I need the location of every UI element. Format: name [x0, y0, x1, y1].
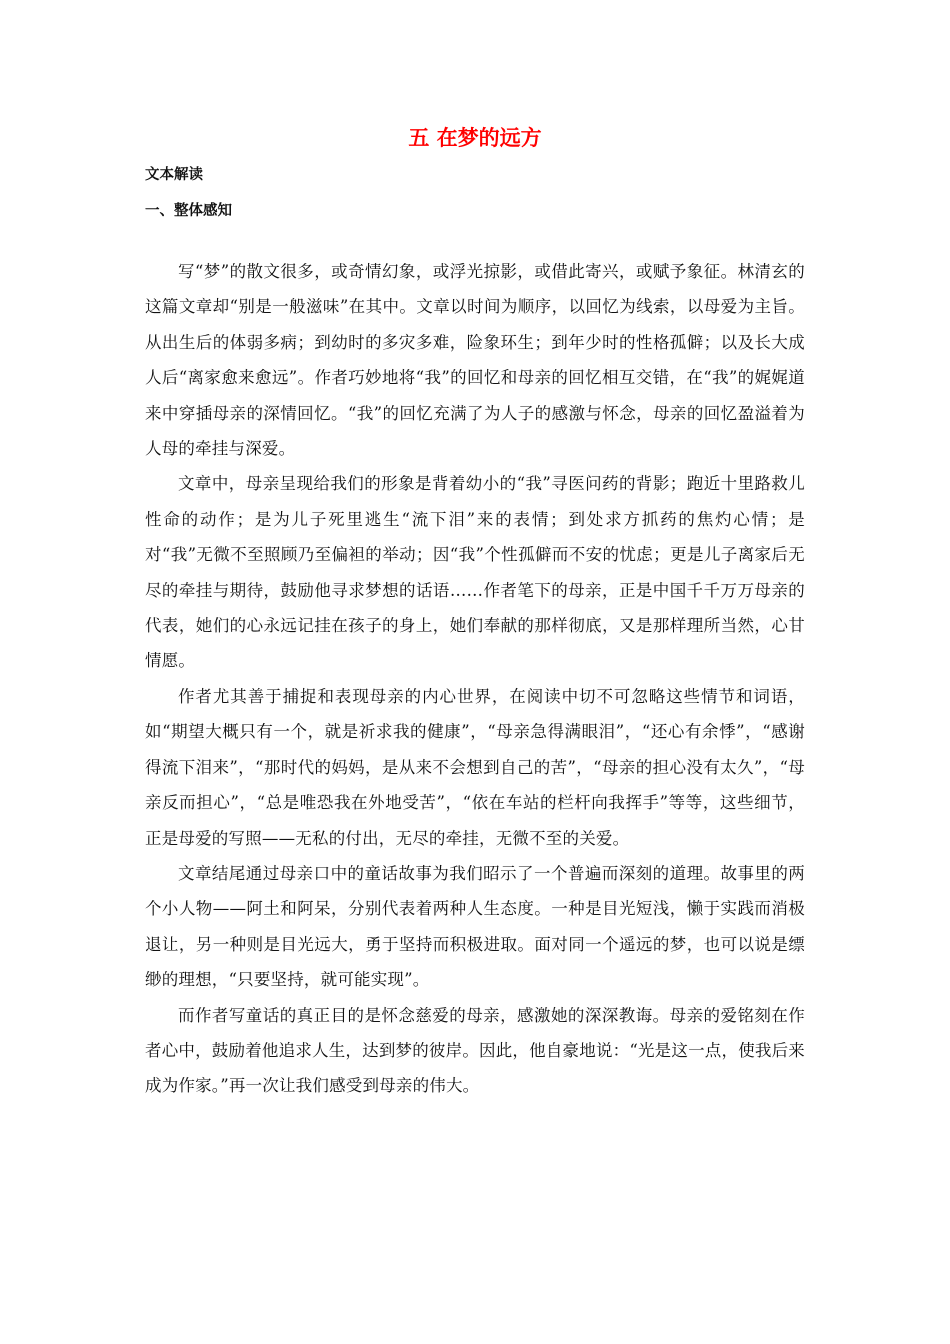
section-heading: 文本解读 — [145, 167, 203, 183]
paragraph-4: 文章结尾通过母亲口中的童话故事为我们昭示了一个普遍而深刻的道理。故事里的两个小人物——阿土和阿呆，分别代表着两种人生态度。一种是目光短浅，懒于实践而消极退让，另一种则是目光远大，勇于坚持而积极进取。面对同一个遥远的梦，也可以说是缥缈的理想，“只要坚持，就可能实现”。 — [145, 863, 805, 990]
body-text — [145, 254, 805, 1104]
paragraph-1: 写“梦”的散文很多，或奇情幻象，或浮光掠影，或借此寄兴，或赋予象征。林清玄的这篇文章却“别是一般滋味”在其中。文章以时间为顺序，以回忆为线索，以母爱为主旨。从出生后的体弱多病；到幼时的多灾多难，险象环生；到年少时的性格孤僻；以及长大成人后“离家愈来愈远”。作者巧妙地将“我”的回忆和母亲的回忆相互交错，在“我”的娓娓道来中穿插母亲的深情回忆。“我”的回忆充满了为人子的感激与怀念，母亲的回忆盈溢着为人母的牵挂与深爱。 — [145, 262, 805, 459]
paragraph-3: 作者尤其善于捕捉和表现母亲的内心世界，在阅读中切不可忽略这些情节和词语，如“期望大概只有一个，就是祈求我的健康”，“母亲急得满眼泪”，“还心有余悸”，“感谢得流下泪来”，“那时代的妈妈，是从来不会想到自己的苦”，“母亲的担心没有太久”，“母亲反而担心”，“总是唯恐我在外地受苦”，“依在车站的栏杆向我挥手”等等，这些细节，正是母爱的写照——无私的付出，无尽的牵挂，无微不至的关爱。 — [145, 686, 805, 848]
paragraph-5: 而作者写童话的真正目的是怀念慈爱的母亲，感激她的深深教诲。母亲的爱铭刻在作者心中，鼓励着他追求人生，达到梦的彼岸。因此，他自豪地说：“光是这一点，使我后来成为作家。”再一次让我们感受到母亲的伟大。 — [145, 1005, 805, 1096]
subsection-heading: 一、整体感知 — [145, 203, 232, 219]
page-title: 五 在梦的远方 — [408, 126, 542, 150]
paragraph-2: 文章中，母亲呈现给我们的形象是背着幼小的“我”寻医问药的背影；跑近十里路救儿性命的动作；是为儿子死里逃生“流下泪”来的表情；到处求方抓药的焦灼心情；是对“我”无微不至照顾乃至偏袒的举动；因“我”个性孤僻而不安的忧虑；更是儿子离家后无尽的牵挂与期待，鼓励他寻求梦想的话语……作者笔下的母亲，正是中国千千万万母亲的代表，她们的心永远记挂在孩子的身上，她们奉献的那样彻底，又是那样理所当然，心甘情愿。 — [145, 474, 805, 671]
